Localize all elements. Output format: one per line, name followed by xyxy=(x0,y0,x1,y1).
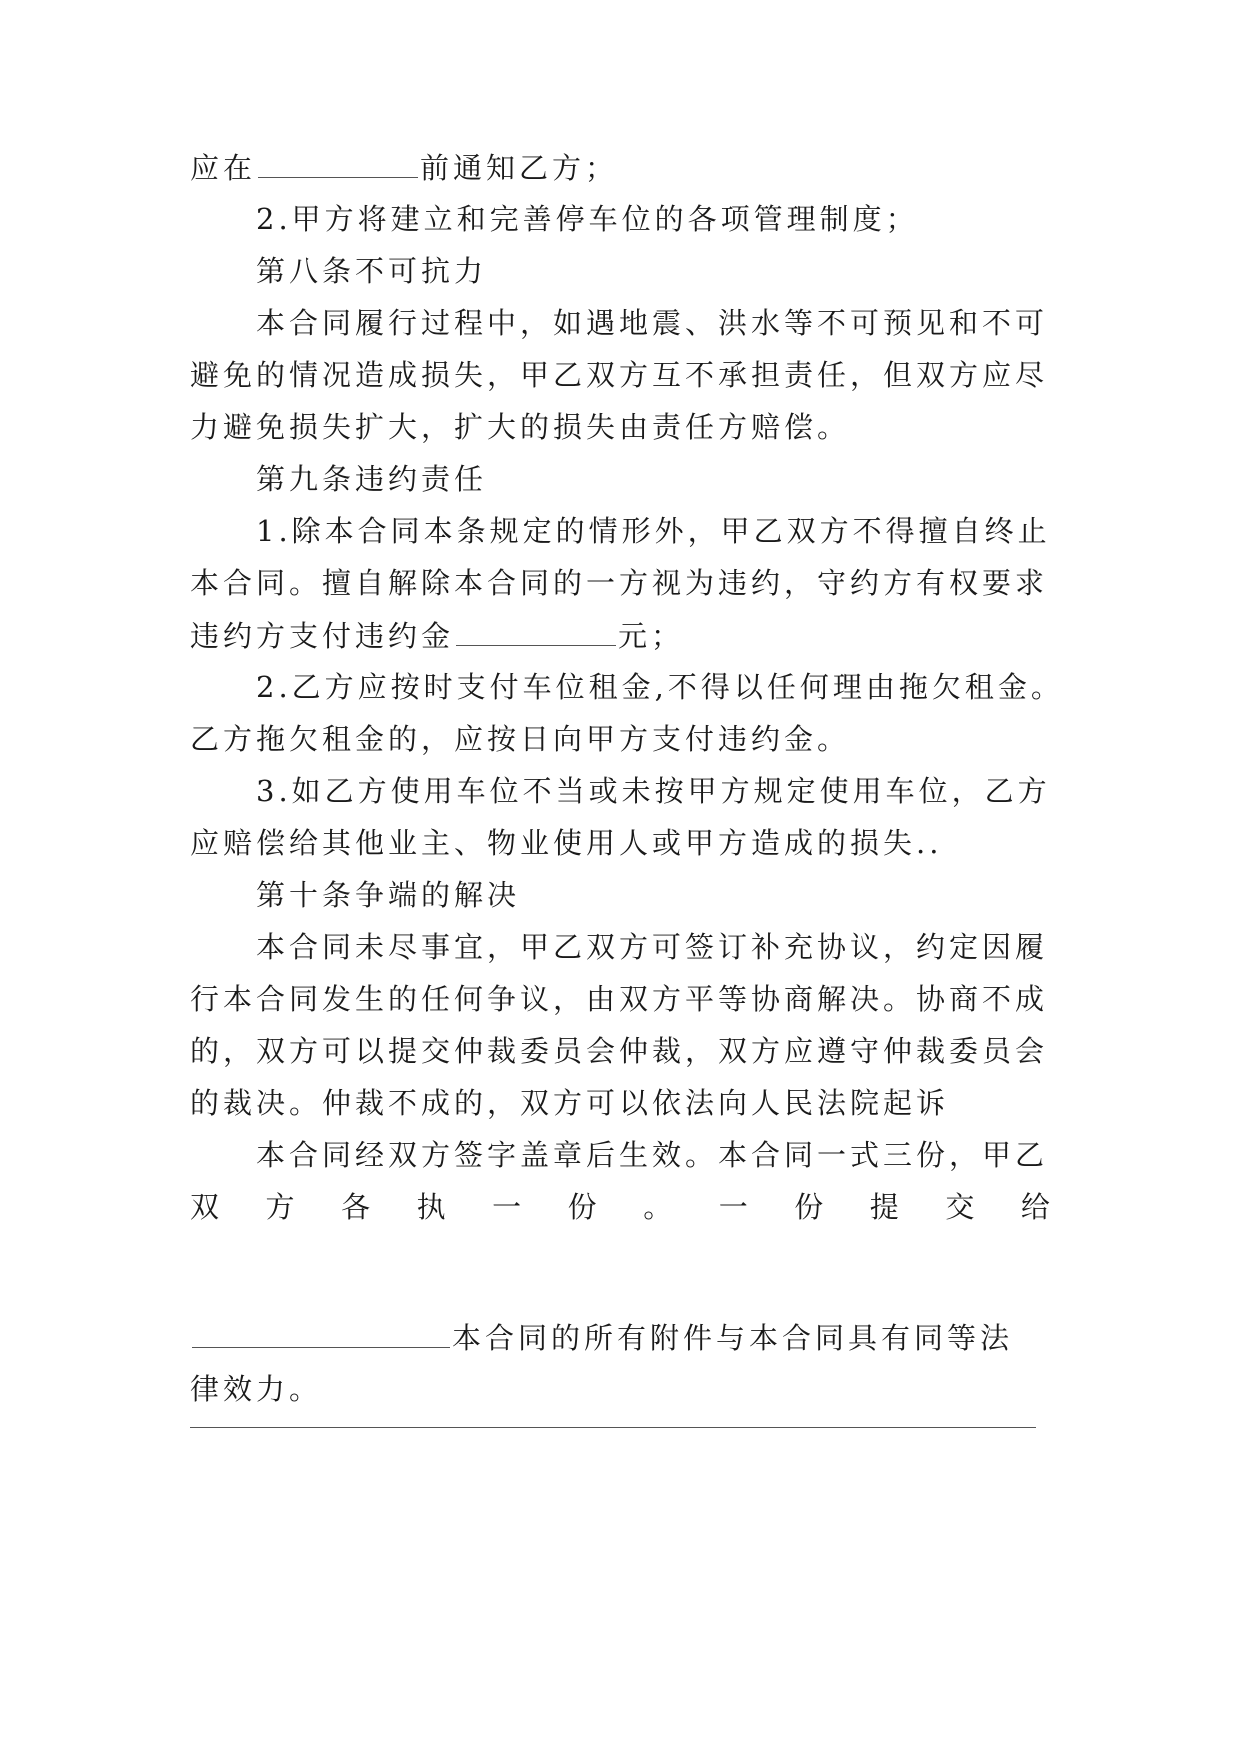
section-heading: 第九条违约责任 xyxy=(256,462,488,496)
text-segment: 前通知乙方； xyxy=(420,151,619,185)
text-line: 的裁决。仲裁不成的，双方可以依法向人民法院起诉 xyxy=(190,1086,950,1120)
fill-in-blank xyxy=(258,147,418,178)
text-line-justified xyxy=(190,1187,1050,1227)
text-char: 一 xyxy=(718,1190,748,1224)
fill-in-blank xyxy=(192,1317,450,1348)
text-segment: 本合同的所有附件与本合同具有同等法 xyxy=(452,1321,1014,1355)
text-line xyxy=(190,1317,1050,1357)
text-line: 本合同履行过程中，如遇地震、洪水等不可预见和不可 xyxy=(256,306,1049,340)
text-char: 各 xyxy=(341,1190,371,1224)
text-line xyxy=(190,147,1050,187)
text-line: 应赔偿给其他业主、物业使用人或甲方造成的损失.. xyxy=(190,826,943,860)
text-line: 行本合同发生的任何争议，由双方平等协商解决。协商不成 xyxy=(190,982,1049,1016)
text-line: 的，双方可以提交仲裁委员会仲裁，双方应遵守仲裁委员会 xyxy=(190,1034,1049,1068)
text-char: 交 xyxy=(945,1190,975,1224)
text-char: 执 xyxy=(416,1190,446,1224)
text-char: 份 xyxy=(794,1190,824,1224)
text-char: 。 xyxy=(643,1190,673,1224)
text-char: 方 xyxy=(265,1190,295,1224)
section-heading: 第八条不可抗力 xyxy=(256,254,488,288)
text-line xyxy=(190,615,1050,655)
text-segment: 元； xyxy=(618,619,685,653)
text-line: 3.如乙方使用车位不当或未按甲方规定使用车位，乙方 xyxy=(256,774,1051,808)
section-heading: 第十条争端的解决 xyxy=(256,878,521,912)
text-char: 双 xyxy=(190,1190,220,1224)
text-line: 本合同。擅自解除本合同的一方视为违约，守约方有权要求 xyxy=(190,566,1049,600)
text-line: 1.除本合同本条规定的情形外，甲乙双方不得擅自终止 xyxy=(256,514,1051,548)
fill-in-blank xyxy=(456,615,616,646)
text-char: 份 xyxy=(567,1190,597,1224)
text-line: 律效力。 xyxy=(190,1372,323,1406)
text-line: 本合同经双方签字盖章后生效。本合同一式三份，甲乙 xyxy=(256,1138,1049,1172)
text-line: 本合同未尽事宜，甲乙双方可签订补充协议，约定因履 xyxy=(256,930,1049,964)
text-line: 乙方拖欠租金的，应按日向甲方支付违约金。 xyxy=(190,722,851,756)
fill-in-blank-full-line xyxy=(190,1427,1036,1428)
text-segment: 应在 xyxy=(190,151,257,185)
text-line: 避免的情况造成损失，甲乙双方互不承担责任，但双方应尽 xyxy=(190,358,1049,392)
text-segment: 违约方支付违约金 xyxy=(190,619,455,653)
text-char: 提 xyxy=(869,1190,899,1224)
text-line: 力避免损失扩大，扩大的损失由责任方赔偿。 xyxy=(190,410,851,444)
text-char: 一 xyxy=(492,1190,522,1224)
text-line: 2.甲方将建立和完善停车位的各项管理制度； xyxy=(256,202,919,236)
text-line: 2.乙方应按时支付车位租金,不得以任何理由拖欠租金。 xyxy=(256,670,1064,704)
text-char: 给 xyxy=(1020,1190,1050,1224)
